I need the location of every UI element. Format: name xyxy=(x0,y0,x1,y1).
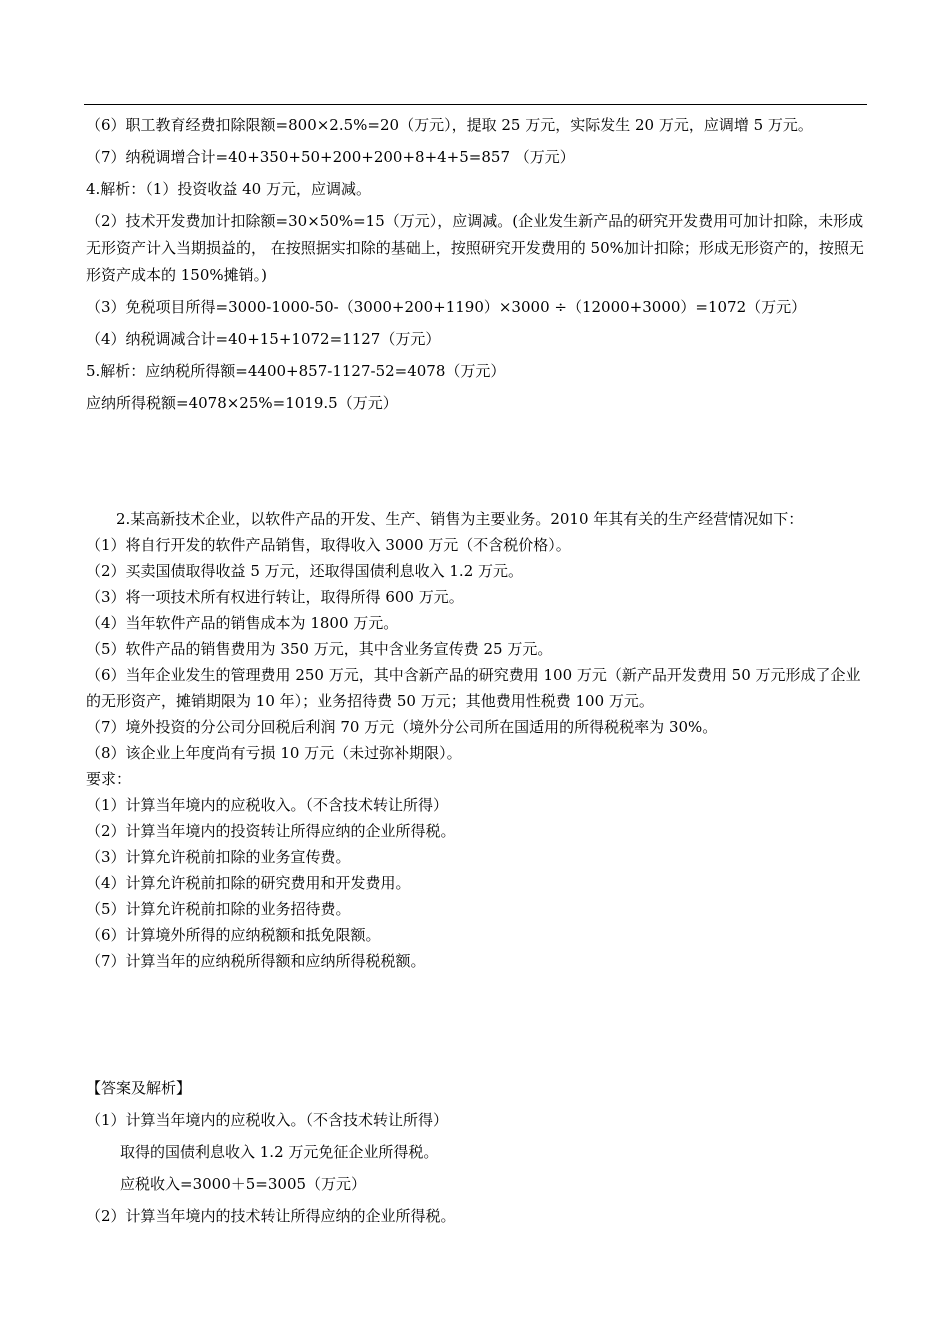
question-intro: 2.某高新技术企业，以软件产品的开发、生产、销售为主要业务。2010 年其有关的生产经营情况如下： xyxy=(116,510,804,528)
requirement-item: （4）计算允许税前扣除的研究费用和开发费用。 xyxy=(86,874,411,892)
answer-question: （2）计算当年境内的技术转让所得应纳的企业所得税。 xyxy=(86,1207,456,1225)
list-item: （5）软件产品的销售费用为 350 万元，其中含业务宣传费 25 万元。 xyxy=(86,640,553,658)
list-item: （6）当年企业发生的管理费用 250 万元，其中含新产品的研究费用 100 万元（新产品开发费用 50 万元形成了企业的无形资产，摊销期限为 10 年）；业务招待费 50 万元；其他费用性税费 100 万元。 xyxy=(86,666,861,710)
question-section xyxy=(86,506,866,974)
paragraph: （2）技术开发费加计扣除额=30×50%=15（万元），应调减。(企业发生新产品的研究开发费用可加计扣除，未形成无形资产计入当期损益的， 在按照据实扣除的基础上，按照研究开发费用的 50%加计扣除；形成无形资产的，按照无形资产成本的 150%摊销。) xyxy=(86,212,864,284)
answer-line: 取得的国债利息收入 1.2 万元免征企业所得税。 xyxy=(120,1143,439,1161)
answer-question: （1）计算当年境内的应税收入。（不含技术转让所得） xyxy=(86,1111,449,1129)
list-item: （3）将一项技术所有权进行转让，取得所得 600 万元。 xyxy=(86,588,464,606)
paragraph: 4.解析：（1）投资收益 40 万元，应调减。 xyxy=(86,180,371,198)
answer-title: 【答案及解析】 xyxy=(86,1079,192,1097)
requirement-item: （1）计算当年境内的应税收入。（不含技术转让所得） xyxy=(86,796,449,814)
list-item: （4）当年软件产品的销售成本为 1800 万元。 xyxy=(86,614,399,632)
document-body xyxy=(86,112,866,1225)
list-item: （8）该企业上年度尚有亏损 10 万元（未过弥补期限）。 xyxy=(86,744,462,762)
requirement-item: （3）计算允许税前扣除的业务宣传费。 xyxy=(86,848,351,866)
list-item: （7）境外投资的分公司分回税后利润 70 万元（境外分公司所在国适用的所得税税率为 30%。 xyxy=(86,718,718,736)
list-item: （2）买卖国债取得收益 5 万元，还取得国债利息收入 1.2 万元。 xyxy=(86,562,524,580)
previous-answer-section xyxy=(86,112,866,417)
requirement-item: （7）计算当年的应纳税所得额和应纳所得税税额。 xyxy=(86,952,426,970)
paragraph: （6）职工教育经费扣除限额=800×2.5%=20（万元），提取 25 万元，实际发生 20 万元，应调增 5 万元。 xyxy=(86,116,813,134)
paragraph: （3）免税项目所得=3000-1000-50-（3000+200+1190）×3000 ÷（12000+3000）=1072（万元） xyxy=(86,298,807,316)
header-rule xyxy=(84,104,867,105)
requirement-item: （6）计算境外所得的应纳税额和抵免限额。 xyxy=(86,926,381,944)
paragraph: （4）纳税调减合计=40+15+1072=1127（万元） xyxy=(86,330,441,348)
requirement-item: （2）计算当年境内的投资转让所得应纳的企业所得税。 xyxy=(86,822,456,840)
answer-line: 应税收入=3000＋5=3005（万元） xyxy=(120,1175,367,1193)
requirement-item: （5）计算允许税前扣除的业务招待费。 xyxy=(86,900,351,918)
answer-section xyxy=(86,1073,866,1233)
requirements-label: 要求： xyxy=(86,770,132,788)
paragraph: 5.解析：应纳税所得额=4400+857-1127-52=4078（万元） xyxy=(86,362,506,380)
paragraph: 应纳所得税额=4078×25%=1019.5（万元） xyxy=(86,394,398,412)
list-item: （1）将自行开发的软件产品销售，取得收入 3000 万元（不含税价格）。 xyxy=(86,536,571,554)
paragraph: （7）纳税调增合计=40+350+50+200+200+8+4+5=857 （万元） xyxy=(86,148,575,166)
